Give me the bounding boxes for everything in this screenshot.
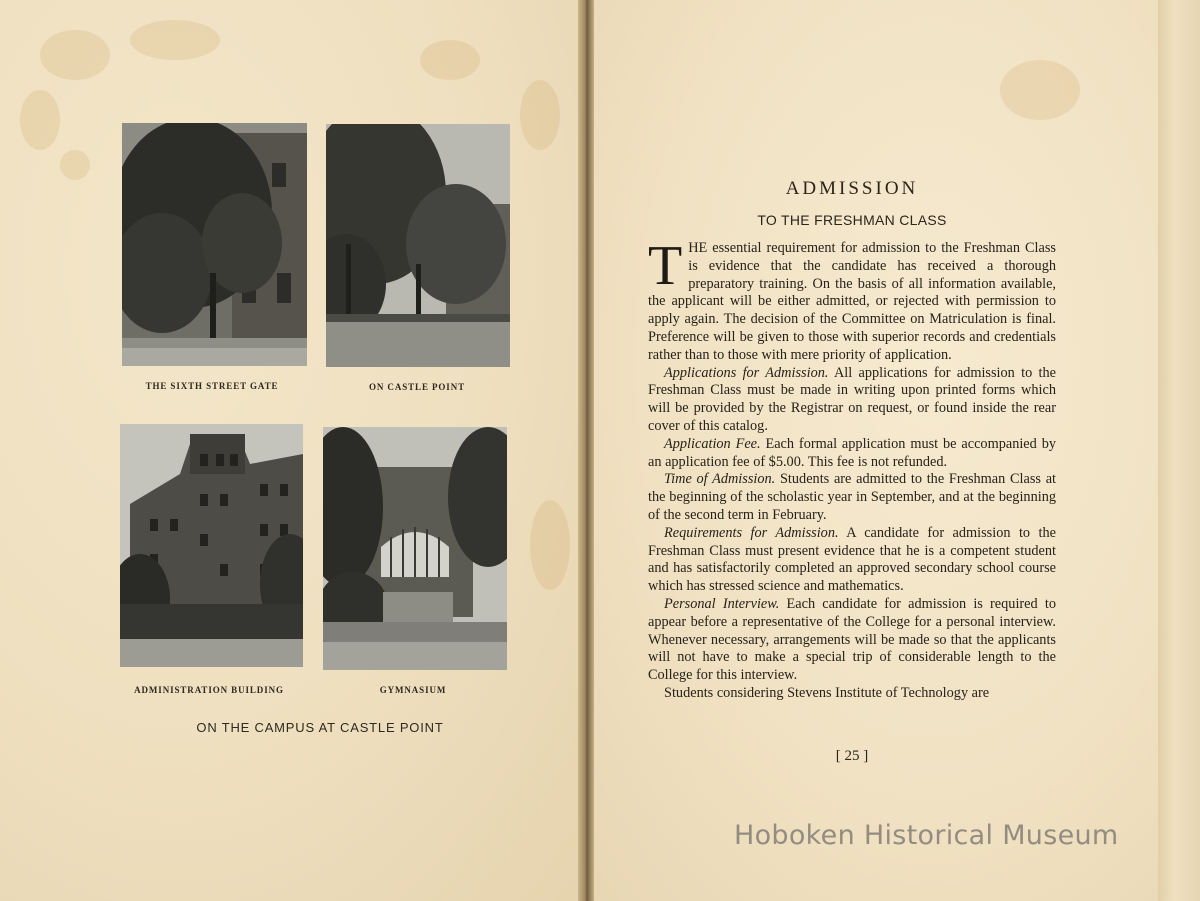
- photo-sixth-street-gate: [122, 123, 307, 366]
- paper-stain: [60, 150, 90, 180]
- paragraph-text: HE essential requirement for admission to the Freshman Class is evidence that the candidate has received a thorough preparatory training. On the basis of all information available, the applicant will be either admitted, or rejected with permission to apply again. The decision of the Committee on Matriculation is final. Preference will be given to those with superior records and credentials rather than to those with mere priority of application.: [648, 240, 1056, 363]
- page-subtitle: TO THE FRESHMAN CLASS: [757, 212, 947, 228]
- page-title: ADMISSION: [785, 178, 919, 199]
- paper-stain: [130, 20, 220, 60]
- paragraph-text: All applications for admission to the Freshman Class must be made in writing upon printed forms which will be provided by the Registrar on request, or found inside the rear cover of this catalog.: [648, 364, 1056, 434]
- page-number: [ 25 ]: [835, 748, 869, 764]
- paragraph-text: A candidate for admission to the Freshman Class must present evidence that he is a competent student and has satisfactorily completed an approved secondary school course which has stressed science and mathematics.: [648, 524, 1056, 595]
- paragraph-fee: [648, 436, 1056, 472]
- photo-caption-on-castle-point: ON CASTLE POINT: [368, 382, 466, 392]
- paragraph-text: Students considering Stevens Institute of Technology are: [664, 684, 990, 701]
- paper-stain: [20, 90, 60, 150]
- paper-stain: [420, 40, 480, 80]
- photo-caption-gymnasium: GYMNASIUM: [379, 685, 447, 695]
- photo-gymnasium: [323, 427, 507, 670]
- museum-watermark: Hoboken Historical Museum: [734, 820, 1119, 851]
- paper-stain: [1000, 60, 1080, 120]
- paragraph-applications: [648, 365, 1056, 436]
- photo-caption-sixth-street-gate: THE SIXTH STREET GATE: [145, 381, 279, 391]
- paragraph-heading: Application Fee.: [664, 435, 761, 452]
- paragraph-students: [648, 685, 1056, 703]
- paragraph-text: Each candidate for admission is required to appear before a representative of the College for a personal interview. Whenever necessary, arrangements will be made so that the applicants will not have to make a special trip of considerable length to the College for this interview.: [648, 595, 1056, 684]
- page-edge: [1158, 0, 1200, 901]
- paragraph-intro: [648, 235, 1056, 365]
- book-gutter: [578, 0, 594, 901]
- paragraph-interview: [648, 596, 1056, 685]
- drop-cap: T: [648, 235, 683, 297]
- photo-administration-building: [120, 424, 303, 667]
- paragraph-heading: Requirements for Admission.: [664, 524, 839, 541]
- paragraph-text: Each formal application must be accompanied by an application fee of $5.00. This fee is not refunded.: [648, 435, 1056, 470]
- admission-body-text: [648, 235, 1057, 703]
- paragraph-time: [648, 471, 1056, 524]
- paper-stain: [520, 80, 560, 150]
- paragraph-text: Students are admitted to the Freshman Class at the beginning of the scholastic year in September, and at the beginning of the second term in February.: [648, 471, 1057, 523]
- campus-caption: ON THE CAMPUS AT CASTLE POINT: [196, 720, 444, 735]
- paper-stain: [40, 30, 110, 80]
- paragraph-heading: Time of Admission.: [664, 471, 776, 488]
- photo-on-castle-point: [326, 124, 510, 367]
- photo-caption-administration-building: ADMINISTRATION BUILDING: [134, 685, 284, 695]
- paper-stain: [530, 500, 570, 590]
- paragraph-requirements: [648, 525, 1056, 596]
- paragraph-heading: Applications for Admission.: [664, 364, 829, 381]
- paragraph-heading: Personal Interview.: [664, 595, 780, 612]
